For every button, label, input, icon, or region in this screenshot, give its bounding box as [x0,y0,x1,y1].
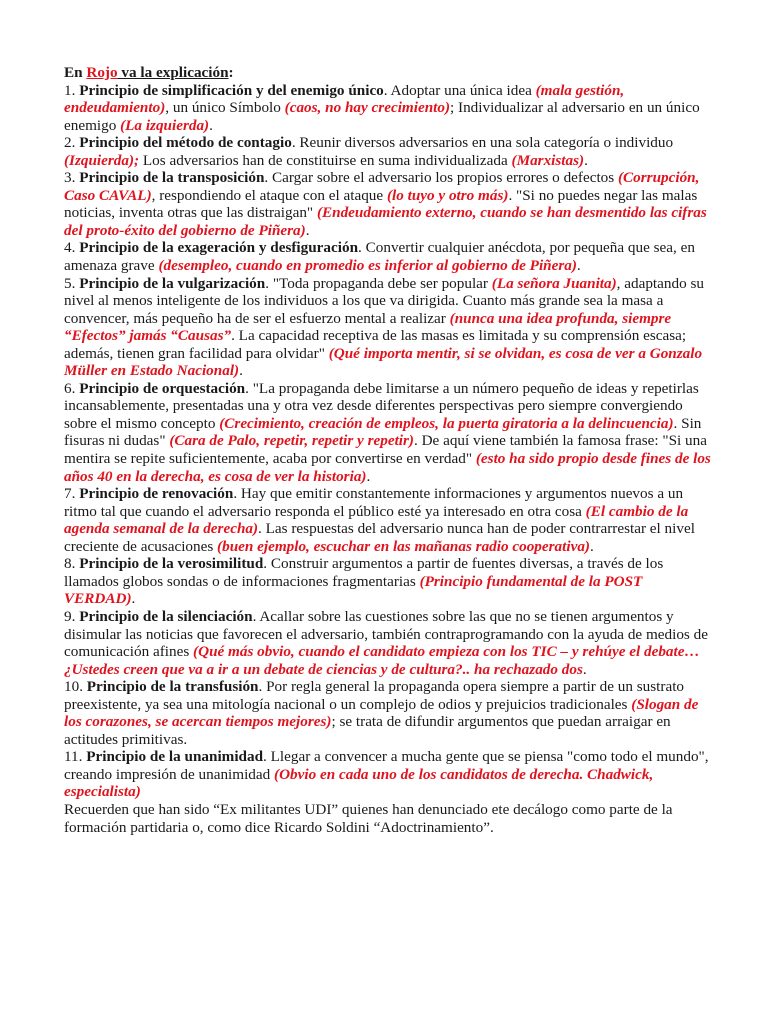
principle-text: . [209,116,213,134]
principle-title: Principio de orquestación [79,379,246,397]
principle-title: Principio del método de contagio [79,134,292,152]
explanation-red: (lo tuyo y otro más) [386,186,509,204]
principle-text: . Por regla general la propaganda opera siempre a partir de un sustrato preexistente, ya sea una mitología nacional o un complejo de odios y prejuicios tradicionales [64,678,685,713]
principle-item [64,239,712,274]
principle-text: . [366,467,371,485]
principle-item [64,485,712,555]
principle-text: . La capacidad receptiva de las masas es limitada y su comprensión escasa; además, tienen gran facilidad para olvidar" [64,327,687,362]
principle-title: Principio de la vulgarización [79,274,266,292]
explanation-red: (Corrupción, Caso CAVAL) [64,169,700,204]
principle-text: . "Toda propaganda debe ser popular [265,274,492,292]
principle-title: Principio de la verosimilitud [79,555,264,573]
principle-text: 9. [64,607,80,625]
principle-text: . De aquí viene también la famosa frase: "Si una mentira se repite suficientemente, acaba por convertirse en verdad" [64,432,707,468]
explanation-red: (Endeudamiento externo, cuando se han desmentido las cifras del proto-éxito del gobierno de Piñera) [64,204,707,239]
principle-text: . "La propaganda debe limitarse a un número pequeño de ideas y repetirlas incansablemente, presentadas una y otra vez desde diferentes perspectivas pero siempre convergiendo sobre el mismo concepto [64,379,699,432]
principle-text: . Construir argumentos a partir de fuentes diversas, a través de los llamados globos sondas o de informaciones fragmentarias [64,555,664,590]
principle-item [64,169,712,239]
explanation-red: (Qué importa mentir, si se olvidan, es cosa de ver a Gonzalo Müller en Estado Nacional) [64,344,703,380]
principle-text: , un único Símbolo [165,99,285,117]
principle-text: . Hay que emitir constantemente informaciones y argumentos nuevos a un ritmo tal que cuando el adversario responda el público esté ya interesado en otra cosa [64,485,684,520]
principle-text: . [584,151,588,169]
principle-text: 7. [64,485,80,503]
principle-title: Principio de la transposición [79,169,265,187]
principle-text: . Llegar a convencer a mucha gente que se piensa "como todo el mundo", creando impresión de unanimidad [64,748,709,783]
heading-suffix: va la explicación [117,64,229,81]
explanation-red: (Crecimiento, creación de empleos, la puerta giratoria a la delincuencia) [219,414,674,432]
principle-item [64,748,712,801]
principle-text: , adaptando su nivel al menos inteligente de los individuos a los que va dirigida. Cuanto más grande sea la masa a convencer, más pequeño ha de ser el esfuerzo mental a realizar [64,274,704,327]
principle-text: Los adversarios han de constituirse en suma individualizada [139,151,512,169]
heading-red-word: Rojo [86,64,118,81]
explanation-red: (caos, no hay crecimiento) [284,99,451,117]
principle-item [64,380,712,485]
principle-text: . [305,221,310,239]
principle-text: . Adoptar una única idea [383,81,536,99]
principle-item [64,555,712,608]
principle-title: Principio de simplificación y del enemigo único [79,81,384,99]
principle-text: . [131,590,136,608]
principle-title: Principio de la silenciación [79,607,253,625]
closing-paragraph: Recuerden que han sido “Ex militantes UDI” quienes han denunciado ete decálogo como parte de la formación partidaria o, como dice Ricardo Soldini “Adoctrinamiento”. [64,800,673,836]
principle-text: , respondiendo el ataque con el ataque [151,186,387,204]
principle-item [64,82,712,135]
principle-text: . [576,257,581,275]
explanation-red: (Principio fundamental de la POST VERDAD) [64,572,643,608]
principle-title: Principio de la exageración y desfiguración [79,239,359,257]
explanation-red: (Slogan de los corazones, se acercan tiempos mejores) [64,695,699,731]
principle-text: 4. [64,239,80,257]
principle-item [64,678,712,748]
principle-text: . Las respuestas del adversario nunca han de poder contrarrestar el nivel creciente de acusaciones [64,520,695,555]
principle-text: . Convertir cualquier anécdota, por pequeña que sea, en amenaza grave [64,239,695,275]
principle-text: ; Individualizar al adversario en un único enemigo [64,99,700,134]
explanation-red: (Izquierda); [64,151,140,169]
principle-text: 1. [64,81,80,99]
explanation-red: (mala gestión, endeudamiento) [64,81,625,117]
explanation-red: (Obvio en cada uno de los candidatos de derecha. Chadwick, especialista) [64,765,654,801]
explanation-red: (esto ha sido propio desde fines de los años 40 en la derecha, es cosa de ver la historia) [64,450,711,485]
explanation-red: (buen ejemplo, escuchar en las mañanas radio cooperativa) [217,537,590,555]
explanation-red: (Marxistas) [511,151,585,169]
heading-colon: : [228,64,234,81]
explanation-red: (nunca una idea profunda, siempre “Efectos” jamás “Causas” [64,309,672,345]
principles-list [64,82,712,801]
principle-text: 8. [64,555,80,573]
principle-text: 6. [64,379,80,397]
principle-text: ; se trata de difundir argumentos que puedan arraigar en actitudes primitivas. [64,713,671,748]
principle-text: . "Si no puedes negar las malas noticias, inventa otras que las distraigan" [64,186,698,222]
principle-title: Principio de renovación [79,485,234,503]
principle-text: . Sin fisuras ni dudas" [64,414,702,450]
explanation-red: (Cara de Palo, repetir, repetir y repetir) [169,432,414,450]
explanation-red: (La señora Juanita) [491,274,617,292]
principle-text: 3. [64,169,80,187]
explanation-red: (Qué más obvio, cuando el candidato empieza con los TIC – y rehúye el debate…¿Ustedes creen que va a ir a un debate de ciencias y de cultura?.. ha rechazado dos [64,643,700,678]
principle-title: Principio de la unanimidad [86,748,264,766]
explanation-red: (El cambio de la agenda semanal de la derecha) [64,502,689,538]
principle-text: . Reunir diversos adversarios en una sola categoría o individuo [291,134,674,152]
principle-title: Principio de la transfusión [86,678,259,696]
principle-text: . [589,537,594,555]
principle-text: . [239,362,243,380]
principle-item [64,134,712,169]
principle-text: 5. [64,274,80,292]
principle-text: 10. [64,678,87,696]
principle-item [64,275,712,380]
principle-text: 11. [64,748,87,766]
document-body [64,64,712,836]
principle-item [64,608,712,678]
principle-text: . Acallar sobre las cuestiones sobre las que no se tienen argumentos y disimular las noticias que favorecen el adversario, también contraprogramando con la ayuda de medios de comunicación afines [64,607,708,661]
document-heading [64,64,712,82]
heading-prefix: En [64,64,87,81]
explanation-red: (La izquierda) [120,116,210,134]
principle-text: . Cargar sobre el adversario los propios errores o defectos [264,169,618,187]
principle-text: . [582,660,587,678]
principle-text: 2. [64,134,80,152]
explanation-red: (desempleo, cuando en promedio es inferior al gobierno de Piñera) [158,257,577,275]
